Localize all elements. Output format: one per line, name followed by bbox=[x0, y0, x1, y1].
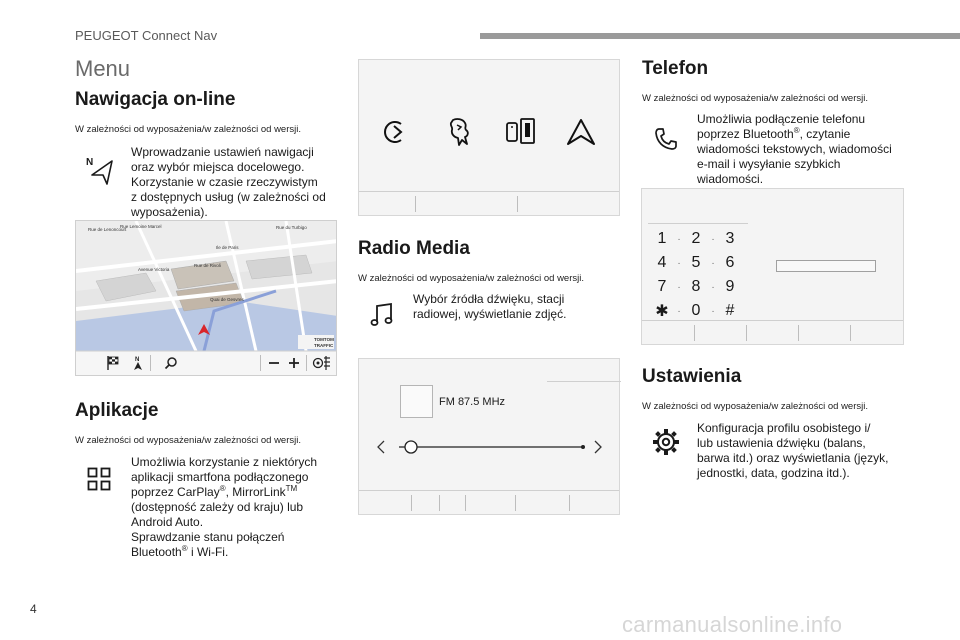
section-subtitle-radio-media: W zależności od wyposażenia/w zależności od wersji. bbox=[358, 273, 584, 284]
music-note-icon bbox=[370, 302, 394, 328]
radio-frequency: FM 87.5 MHz bbox=[439, 396, 506, 408]
keypad-row: 1 · 2 · 3 bbox=[652, 227, 747, 251]
keypad-key[interactable]: 6 bbox=[725, 254, 735, 271]
navigation-description: Wprowadzanie ustawień nawigacji oraz wybór miejsca docelowego. Korzystanie w czasie rzeczywistym z dostępnych usług (w zależności od wyposażenia). bbox=[131, 145, 326, 219]
north-label: N bbox=[86, 157, 94, 168]
compass-north-icon[interactable] bbox=[132, 355, 144, 371]
settings-description: Konfiguracja profilu osobistego i/ lub ustawienia dźwięku (balans, barwa itd.) oraz wyświetlania (język, jednostki, data, godzina itd.). bbox=[697, 421, 889, 480]
map-illustration bbox=[76, 221, 337, 376]
station-artwork bbox=[400, 385, 433, 418]
search-icon[interactable] bbox=[164, 356, 178, 370]
watermark: carmanualsonline.info bbox=[622, 612, 843, 637]
applications-description: Umożliwia korzystanie z niektórych aplikacji smartfona podłączonego poprzez CarPlay®, MirrorLink™ (dostępność zależy od kraju) lub Android Auto. Sprawdzanie stanu połączeń Bluetooth® i Wi-Fi. bbox=[131, 455, 318, 559]
navigation-map-screen bbox=[75, 220, 337, 376]
chevron-right-icon[interactable] bbox=[592, 439, 604, 455]
settings-gear-icon bbox=[651, 427, 681, 457]
footer-divider bbox=[517, 196, 518, 212]
footer-divider bbox=[694, 325, 695, 341]
section-subtitle-navigation: W zależności od wyposażenia/w zależności od wersji. bbox=[75, 124, 301, 135]
section-subtitle-applications: W zależności od wyposażenia/w zależności od wersji. bbox=[75, 435, 301, 446]
connectivity-icon[interactable] bbox=[381, 118, 407, 146]
section-title-settings: Ustawienia bbox=[642, 366, 742, 387]
keypad-key[interactable]: 9 bbox=[725, 278, 735, 295]
keypad-key[interactable]: # bbox=[725, 302, 735, 319]
section-title-navigation: Nawigacja on-line bbox=[75, 89, 236, 110]
keypad-key[interactable]: 0 bbox=[691, 302, 701, 319]
keypad-row: 4 · 5 · 6 bbox=[652, 251, 747, 275]
footer-divider bbox=[415, 196, 416, 212]
map-street-label: Rue Lemoine Marcel bbox=[120, 224, 162, 229]
section-title-radio-media: Radio Media bbox=[358, 238, 470, 259]
keypad-key[interactable]: ✱ bbox=[655, 303, 669, 320]
screen-footer bbox=[359, 191, 619, 215]
section-title-phone: Telefon bbox=[642, 58, 709, 79]
screen-footer bbox=[642, 320, 903, 344]
keypad-key[interactable]: 4 bbox=[657, 254, 667, 271]
map-street-label: Rue du Turbigo bbox=[276, 225, 307, 230]
map-street-label: Avenue Victoria bbox=[138, 267, 170, 272]
screen-footer bbox=[359, 490, 619, 514]
peugeot-lion-icon[interactable] bbox=[445, 116, 473, 148]
tomtom-brand: TOMTOM bbox=[314, 337, 334, 342]
keypad-key[interactable]: 1 bbox=[657, 230, 667, 247]
running-header: PEUGEOT Connect Nav bbox=[75, 28, 218, 43]
keypad-row: 7 · 8 · 9 bbox=[652, 275, 747, 299]
number-display[interactable] bbox=[776, 260, 876, 272]
keypad-row: ✱ · 0 · # bbox=[652, 299, 747, 323]
toolbar-divider bbox=[150, 355, 151, 371]
footer-divider bbox=[798, 325, 799, 341]
keypad-key[interactable]: 2 bbox=[691, 230, 701, 247]
dial-keypad bbox=[652, 227, 747, 323]
zoom-out-icon[interactable] bbox=[268, 357, 280, 369]
svg-text:N: N bbox=[135, 357, 140, 363]
footer-divider bbox=[465, 495, 466, 511]
mirror-screen-icon[interactable] bbox=[505, 117, 537, 147]
traffic-brand: TRAFFIC bbox=[314, 343, 334, 348]
apps-grid-icon bbox=[87, 467, 111, 491]
section-title-applications: Aplikacje bbox=[75, 400, 159, 421]
checkered-flag-icon[interactable] bbox=[106, 355, 120, 371]
map-settings-icon[interactable] bbox=[312, 355, 332, 371]
toolbar-divider bbox=[260, 355, 261, 371]
footer-divider bbox=[850, 325, 851, 341]
header-rule bbox=[648, 223, 748, 224]
toolbar-divider bbox=[306, 355, 307, 371]
android-auto-icon[interactable] bbox=[566, 118, 596, 146]
keypad-key[interactable]: 7 bbox=[657, 278, 667, 295]
header-rule bbox=[480, 33, 960, 39]
navigation-arrow-icon bbox=[86, 155, 114, 185]
footer-divider bbox=[746, 325, 747, 341]
frequency-slider[interactable] bbox=[397, 437, 587, 457]
map-street-label: Rue de Rivoli bbox=[194, 263, 221, 268]
phone-handset-icon bbox=[653, 126, 679, 152]
map-street-label: Rue de Lenoncourt bbox=[88, 227, 127, 232]
zoom-in-icon[interactable] bbox=[288, 357, 300, 369]
page-title: Menu bbox=[75, 56, 131, 81]
section-subtitle-settings: W zależności od wyposażenia/w zależności od wersji. bbox=[642, 401, 868, 412]
section-subtitle-phone: W zależności od wyposażenia/w zależności od wersji. bbox=[642, 93, 868, 104]
footer-divider bbox=[411, 495, 412, 511]
keypad-key[interactable]: 5 bbox=[691, 254, 701, 271]
keypad-key[interactable]: 8 bbox=[691, 278, 701, 295]
header-rule bbox=[547, 381, 621, 382]
map-street-label: Ile de Paris bbox=[216, 245, 239, 250]
footer-divider bbox=[439, 495, 440, 511]
footer-divider bbox=[569, 495, 570, 511]
applications-screen bbox=[358, 59, 620, 216]
chevron-left-icon[interactable] bbox=[375, 439, 387, 455]
keypad-key[interactable]: 3 bbox=[725, 230, 735, 247]
radio-screen bbox=[358, 358, 620, 515]
page-number: 4 bbox=[30, 602, 37, 616]
phone-description: Umożliwia podłączenie telefonu poprzez Bluetooth®, czytanie wiadomości tekstowych, wiadomości e-mail i wysyłanie szybkich wiadomości. bbox=[697, 112, 892, 186]
map-street-label: Quai de Gesvres bbox=[210, 297, 244, 302]
radio-media-description: Wybór źródła dźwięku, stacji radiowej, wyświetlanie zdjęć. bbox=[413, 292, 567, 321]
footer-divider bbox=[515, 495, 516, 511]
